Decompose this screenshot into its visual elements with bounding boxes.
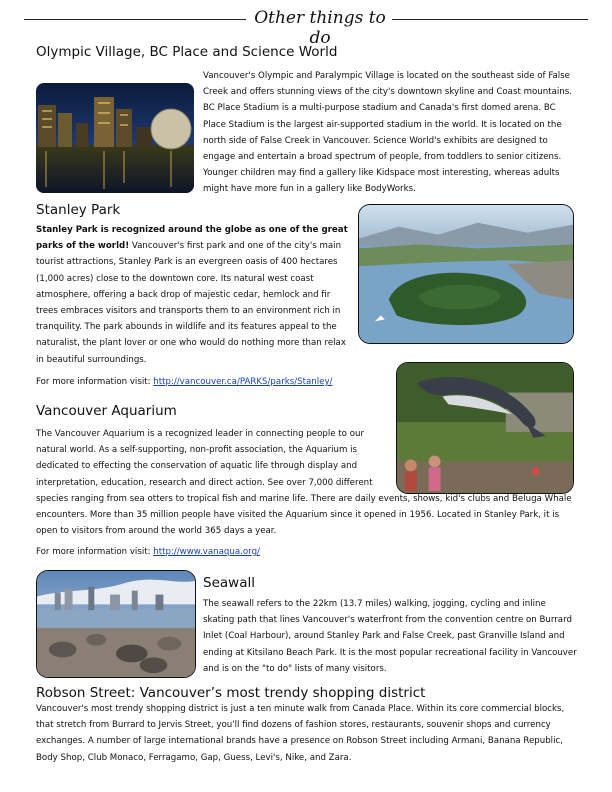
aerial-park-photo [358, 204, 574, 344]
stanley-more-link[interactable]: http://vancouver.ca/PARKS/parks/Stanley/ [153, 377, 333, 387]
section-body-stanley [36, 222, 354, 368]
night-skyline-photo [36, 83, 194, 193]
page-title: Other things to do [254, 8, 386, 48]
section-heading-stanley: Stanley Park [36, 202, 121, 218]
section-heading-olympic: Olympic Village, BC Place and Science World [36, 44, 338, 60]
section-heading-aquarium: Vancouver Aquarium [36, 403, 177, 419]
aquarium-more-label: For more information visit: [36, 547, 154, 557]
aquarium-more-info [36, 544, 536, 560]
stanley-body-text: Vancouver's first park and one of the city's main tourist attractions, Stanley Park is an evergreen oasis of 400 hectares (1,000 acres) close to the downtown core. Its natural west coast atmosphere, offering a back drop of majestic cedar, hemlock and fir trees embraces visitors and transports them to an environment rich in tranquility. The park abounds in wildlife and its features appeal to the naturalist, the plant lover or one who would do nothing more than relax in beautiful surroundings. [36, 241, 346, 365]
header-rule-left [24, 19, 246, 20]
section-body-aquarium: The Vancouver Aquarium is a recognized leader in connecting people to our natural world. As a self-supporting, non-profit association, the Aquarium is dedicated to effecting the conservation of aquatic life through display and interpretation, education, research and direct action. See over 7,000 different species ranging from sea otters to tropical fish and marine life. There are daily events, shows, kid's clubs and Beluga Whale encounters. More than 35 million people have visited the Aquarium since it opened in 1956. Located in Stanley Park, it is open to visitors from around the world 365 days a year. [36, 426, 576, 539]
page-header [24, 8, 588, 48]
header-rule-right [392, 19, 588, 20]
section-body-seawall: The seawall refers to the 22km (13.7 miles) walking, jogging, cycling and inline skating path that lines Vancouver's waterfront from the convention centre on Burrard Inlet (Coal Harbour), around Stanley Park and False Creek, past Granville Island and ending at Kitsilano Beach Park. It is the most popular recreational facility in Vancouver and is on the "to do" lists of many visitors. [203, 599, 577, 674]
section-body-robson: Vancouver's most trendy shopping district is just a ten minute walk from Canada Place. Within its core commercial blocks, that stretch from Burrard to Jervis Street, you'll find dozens of fashion stores, restaurants, souvenir shops and currency exchanges. A number of large international brands have a presence on Robson Street including Armani, Banana Republic, Body Shop, Club Monaco, Ferragamo, Gap, Guess, Levi's, Nike, and Zara. [36, 704, 565, 763]
section-heading-seawall: Seawall [203, 575, 255, 591]
section-heading-robson: Robson Street: Vancouver’s most trendy shopping district [36, 685, 426, 701]
waterfront-rocks-photo [36, 570, 196, 678]
aquarium-photo-spacer [384, 426, 576, 490]
aquarium-more-link[interactable]: http://www.vanaqua.org/ [153, 547, 260, 557]
stanley-more-label: For more information visit: [36, 377, 154, 387]
section-body-olympic: Vancouver's Olympic and Paralympic Village is located on the southeast side of False Creek and offers stunning views of the city's downtown skyline and Coast mountains. BC Place Stadium is a multi-purpose stadium and Canada's first domed arena. BC Place Stadium is the largest air-supported stadium in the world. It is located on the north side of False Creek in Vancouver. Science World's exhibits are designed to engage and entertain a broad spectrum of people, from toddlers to senior citizens. Younger children may find a gallery like Kidspace most interesting, whereas adults might have more fun in a gallery like BodyWorks. [203, 71, 572, 195]
stanley-lead-text: Stanley Park is recognized around the globe as one of the great parks of the world! [36, 225, 348, 252]
